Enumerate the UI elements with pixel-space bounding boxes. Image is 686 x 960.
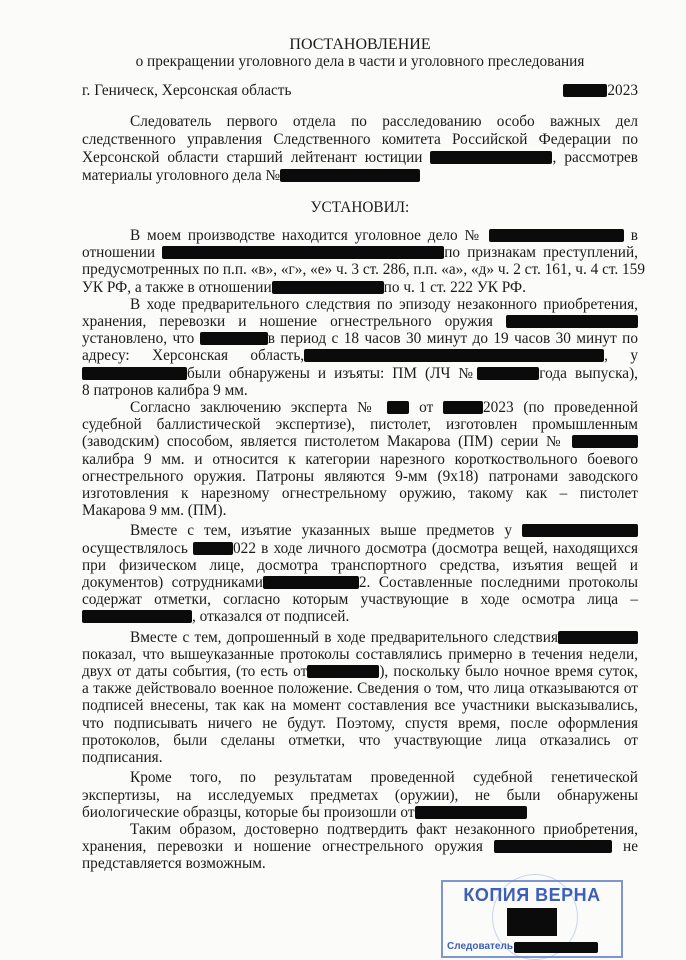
redaction bbox=[200, 332, 268, 345]
redaction bbox=[558, 631, 638, 644]
redaction bbox=[82, 367, 187, 380]
text-segment: В моем производстве находится уголовное дело № bbox=[130, 227, 483, 244]
text-segment: а также действовало военное положение. Сведения о том, что лица отказываются от bbox=[82, 680, 638, 698]
text-segment: подписания. bbox=[82, 749, 163, 767]
redaction bbox=[443, 401, 483, 414]
text-segment: биологические образцы, которые бы произошли от bbox=[82, 803, 415, 821]
text-segment: предусмотренных по п.п. «в», «г», «е» ч. 3 ст. 286, п.п. «а», «д» ч. 2 ст. 161, ч. 4 ст. 159 bbox=[82, 261, 645, 279]
redaction bbox=[162, 246, 444, 259]
text-segment: в период с 18 часов 30 минут до 19 часов 30 минут по bbox=[267, 330, 639, 348]
redaction bbox=[522, 524, 638, 537]
text-segment: содержат отметки, согласно которым участвующие в ходе осмотра лица – bbox=[82, 591, 638, 609]
paragraph-4 bbox=[82, 399, 638, 519]
redaction bbox=[387, 401, 409, 414]
text-segment: в bbox=[630, 227, 639, 244]
redaction bbox=[572, 435, 638, 448]
redaction bbox=[307, 665, 379, 678]
text-segment: Следователь первого отдела по расследованию особо важных дел bbox=[130, 113, 638, 130]
signature-redaction bbox=[507, 908, 557, 936]
text-segment: показал, что вышеуказанные протоколы составлялись примерно в течения недели, bbox=[82, 645, 638, 663]
text-segment: 2023 (по проведенной bbox=[483, 399, 639, 417]
redaction bbox=[280, 169, 420, 182]
text-segment: Вместе с тем, изъятие указанных выше предметов у bbox=[130, 522, 513, 540]
text-segment: УК РФ, а также в отношении bbox=[82, 278, 272, 296]
text-segment: не bbox=[623, 838, 638, 856]
city: г. Геническ, Херсонская область bbox=[82, 82, 292, 99]
paragraph-3 bbox=[82, 296, 638, 399]
text-segment: (заводским) способом, является пистолетом Макарова (ПМ) серии № bbox=[82, 433, 565, 451]
text-segment: калибра 9 мм. и относится к категории нарезного короткоствольного боевого bbox=[82, 450, 638, 468]
redaction bbox=[272, 281, 384, 294]
text-segment: Макарова 9 мм. (ПМ). bbox=[82, 502, 227, 520]
paragraph-2 bbox=[82, 227, 645, 296]
text-segment: двух от даты события, (то есть от bbox=[82, 663, 308, 681]
paragraph-5 bbox=[82, 522, 638, 625]
document-title: ПОСТАНОВЛЕНИЕ bbox=[289, 36, 431, 53]
text-segment: следственного управления Следственного комитета Российской Федерации по bbox=[82, 131, 638, 148]
text-segment: 2. Составленные последними протоколы bbox=[358, 574, 638, 592]
place-date-line bbox=[82, 81, 638, 100]
text-segment: года выпуска), bbox=[539, 364, 638, 382]
redaction bbox=[506, 315, 638, 328]
text-segment: Вместе с тем, допрошенный в ходе предварительного следствия bbox=[130, 628, 558, 646]
text-segment: по признакам преступлений, bbox=[444, 244, 638, 262]
stamp-title: КОПИЯ ВЕРНА bbox=[463, 885, 601, 905]
redaction bbox=[514, 942, 598, 953]
certified-copy-stamp bbox=[441, 880, 623, 958]
text-segment: изготовления к нарезному огнестрельному оружию, такому как – пистолет bbox=[82, 485, 638, 503]
text-segment: адресу: Херсонская область, bbox=[82, 347, 305, 365]
date: 2023 bbox=[563, 81, 638, 100]
text-segment: 8 патронов калибра 9 мм. bbox=[82, 381, 248, 399]
text-segment: огнестрельного оружия. Патроны являются 9-мм (9х18) патронами заводского bbox=[82, 467, 638, 485]
redaction bbox=[563, 84, 607, 97]
text-segment: хранения, перевозки и ношение огнестрельного оружия bbox=[82, 313, 493, 331]
text-segment: Кроме того, по результатам проведенной судебной генетической bbox=[130, 769, 638, 787]
text-segment: были обнаружены и изъяты: ПМ (ЛЧ № bbox=[187, 364, 478, 382]
text-segment: отношении bbox=[82, 244, 156, 262]
paragraph-8 bbox=[82, 821, 638, 873]
text-segment: протоколов, были сделаны отметки, что участвующие лица отказались от bbox=[82, 731, 638, 749]
text-segment: установлено, что bbox=[82, 330, 195, 348]
paragraph-7 bbox=[82, 769, 638, 821]
text-segment: В ходе предварительного следствия по эпизоду незаконного приобретения, bbox=[130, 295, 638, 313]
text-segment: Таким образом, достоверно подтвердить факт незаконного приобретения, bbox=[130, 820, 638, 838]
text-segment: осуществлялось bbox=[82, 539, 188, 557]
text-segment: , отказался от подписей. bbox=[192, 608, 350, 626]
text-segment: Херсонской области старший лейтенант юстиции bbox=[82, 149, 423, 166]
stamp-footer: Следователь bbox=[447, 941, 598, 953]
redaction bbox=[193, 542, 233, 555]
text-segment: от bbox=[419, 399, 434, 417]
text-segment: судебной баллистической экспертизе), пистолет, изготовлен промышленным bbox=[82, 416, 638, 434]
redaction bbox=[263, 576, 359, 589]
text-segment: , рассмотрев bbox=[552, 149, 639, 166]
redaction bbox=[477, 367, 539, 380]
text-segment: документов) сотрудниками bbox=[82, 574, 263, 592]
text-segment: что подписывать ничего не будут. Поэтому, спустя время, после оформления bbox=[82, 714, 638, 732]
text-segment: подписей внесены, так как на момент составления все участники высказывались, bbox=[82, 697, 638, 715]
text-segment: , у bbox=[604, 347, 639, 365]
redaction bbox=[430, 151, 552, 164]
redaction bbox=[82, 610, 192, 623]
text-segment: 022 в ходе личного досмотра (досмотра вещей, находящихся bbox=[233, 539, 638, 557]
text-segment: при физическом лице, досмотра транспортного средства, изъятия вещей и bbox=[82, 556, 638, 574]
text-segment: хранения, перевозки и ношение огнестрельного оружия bbox=[82, 838, 483, 856]
text-segment: представляется возможным. bbox=[82, 855, 266, 873]
text-segment: экспертизы, на исследуемых предметах (оружии), не были обнаружены bbox=[82, 786, 638, 804]
text-segment: Согласно заключению эксперта № bbox=[130, 399, 378, 417]
paragraph-6 bbox=[82, 629, 638, 767]
document-page bbox=[82, 36, 645, 873]
text-segment: материалы уголовного дела № bbox=[82, 167, 281, 184]
text-segment: по ч. 1 ст. 222 УК РФ. bbox=[383, 278, 526, 296]
redaction bbox=[489, 229, 624, 242]
paragraph-intro bbox=[82, 113, 638, 185]
document-subtitle: о прекращении уголовного дела в части и уголовного преследования bbox=[135, 53, 585, 70]
redaction bbox=[415, 806, 527, 819]
redaction bbox=[494, 840, 612, 853]
section-heading: УСТАНОВИЛ: bbox=[310, 199, 410, 216]
redaction bbox=[304, 349, 604, 362]
text-segment: ), поскольку было ночное время суток, bbox=[379, 663, 638, 681]
